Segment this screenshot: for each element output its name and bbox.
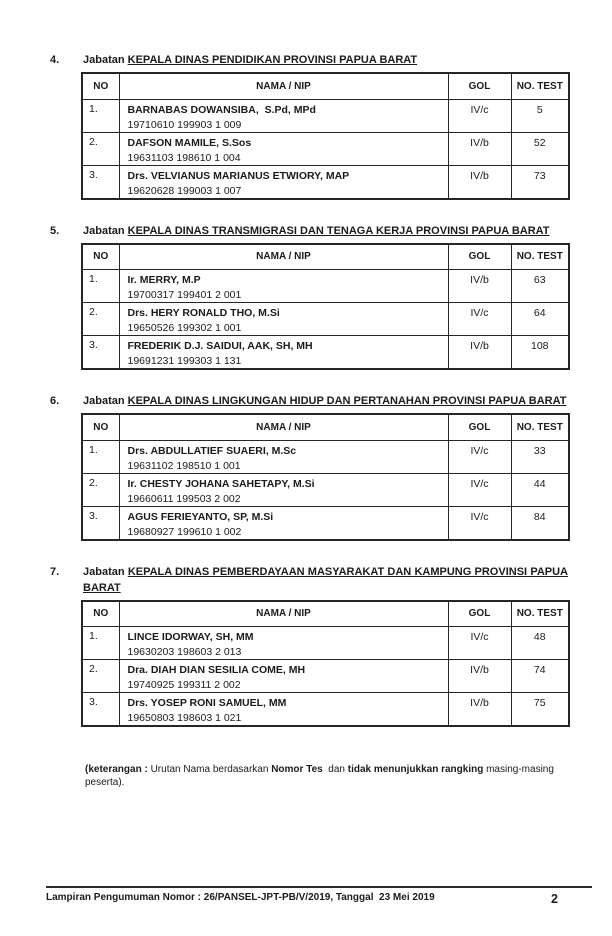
candidate-cell — [119, 473, 448, 506]
candidate-cell — [119, 693, 448, 727]
candidate-name: Ir. MERRY, M.P — [127, 274, 201, 286]
row-number: 3. — [82, 693, 119, 727]
table-row — [82, 506, 569, 540]
col-header-nama-nip: NAMA / NIP — [119, 73, 448, 99]
page-footer — [46, 886, 592, 906]
position-title: KEPALA DINAS TRANSMIGRASI DAN TENAGA KERJA PROVINSI PAPUA BARAT — [127, 224, 550, 237]
col-header-gol: GOL — [448, 414, 511, 440]
candidates-table — [81, 413, 570, 541]
candidate-nip: 19691231 199303 1 131 — [127, 355, 242, 367]
candidate-cell — [119, 132, 448, 165]
keterangan-note — [85, 763, 568, 789]
candidates-table — [81, 600, 570, 728]
table-row — [82, 627, 569, 660]
col-header-no: NO — [82, 244, 119, 270]
section-heading — [50, 393, 568, 409]
gol-value: IV/c — [448, 506, 511, 540]
gol-value: IV/c — [448, 440, 511, 473]
candidate-cell — [119, 270, 448, 303]
section-heading — [50, 223, 568, 239]
table-row — [82, 303, 569, 336]
gol-value: IV/b — [448, 336, 511, 370]
section-5 — [50, 223, 568, 371]
row-number: 1. — [82, 627, 119, 660]
footer-lampiran-text: Lampiran Pengumuman Nomor : 26/PANSEL-JPT-PB/V/2019, Tanggal 23 Mei 2019 — [46, 892, 435, 903]
candidate-nip: 19710610 199903 1 009 — [127, 118, 242, 131]
jabatan-label: Jabatan — [83, 54, 125, 66]
candidate-nip: 19680927 199610 1 002 — [127, 525, 242, 538]
section-title — [83, 393, 568, 409]
test-number: 108 — [511, 336, 569, 370]
gol-value: IV/c — [448, 473, 511, 506]
table-row — [82, 473, 569, 506]
row-number: 1. — [82, 99, 119, 132]
table-header-row — [82, 73, 569, 99]
section-heading — [50, 564, 568, 596]
col-header-no-test: NO. TEST — [511, 601, 569, 627]
gol-value: IV/c — [448, 303, 511, 336]
candidate-name: FREDERIK D.J. SAIDUI, AAK, SH, MH — [127, 340, 313, 352]
test-number: 75 — [511, 693, 569, 727]
col-header-no: NO — [82, 601, 119, 627]
candidate-nip: 19700317 199401 2 001 — [127, 289, 242, 301]
position-title: KEPALA DINAS PENDIDIKAN PROVINSI PAPUA BARAT — [127, 54, 418, 66]
test-number: 5 — [511, 99, 569, 132]
section-heading — [50, 52, 568, 68]
candidates-table — [81, 243, 570, 371]
candidate-name: DAFSON MAMILE, S.Sos — [127, 136, 252, 149]
note-segment-bold: Nomor Tes — [271, 764, 323, 775]
table-row — [82, 336, 569, 370]
col-header-no-test: NO. TEST — [511, 414, 569, 440]
note-segment: masing-masing peserta). — [85, 764, 557, 788]
col-header-nama-nip: NAMA / NIP — [119, 414, 448, 440]
candidate-nip: 19660611 199503 2 002 — [127, 492, 241, 505]
test-number: 33 — [511, 440, 569, 473]
col-header-nama-nip: NAMA / NIP — [119, 244, 448, 270]
row-number: 2. — [82, 303, 119, 336]
col-header-gol: GOL — [448, 601, 511, 627]
col-header-no-test: NO. TEST — [511, 73, 569, 99]
candidate-name: Drs. ABDULLATIEF SUAERI, M.Sc — [127, 444, 297, 457]
position-title: KEPALA DINAS PEMBERDAYAAN MASYARAKAT DAN KAMPUNG PROVINSI PAPUA — [127, 565, 569, 578]
row-number: 2. — [82, 473, 119, 506]
row-number: 1. — [82, 440, 119, 473]
candidate-name: Dra. DIAH DIAN SESILIA COME, MH — [127, 664, 306, 676]
test-number: 64 — [511, 303, 569, 336]
section-title — [83, 564, 568, 596]
candidate-name: Drs. VELVIANUS MARIANUS ETWIORY, MAP — [127, 169, 350, 182]
row-number: 3. — [82, 165, 119, 199]
section-number: 7. — [50, 565, 60, 578]
candidate-cell — [119, 303, 448, 336]
table-row — [82, 270, 569, 303]
position-title: KEPALA DINAS LINGKUNGAN HIDUP DAN PERTANAHAN PROVINSI PAPUA BARAT — [127, 395, 567, 407]
jabatan-label: Jabatan — [83, 395, 125, 407]
note-segment: dan — [322, 764, 348, 775]
table-row — [82, 99, 569, 132]
col-header-gol: GOL — [448, 244, 511, 270]
col-header-no: NO — [82, 73, 119, 99]
table-row — [82, 660, 569, 693]
candidate-cell — [119, 336, 448, 370]
candidate-nip: 19630203 198603 2 013 — [127, 646, 242, 658]
candidates-table — [81, 72, 570, 200]
table-header-row — [82, 244, 569, 270]
candidate-cell — [119, 627, 448, 660]
candidate-name: Ir. CHESTY JOHANA SAHETAPY, M.Si — [127, 477, 315, 490]
title-line-1 — [83, 564, 568, 580]
test-number: 63 — [511, 270, 569, 303]
section-7 — [50, 564, 568, 728]
table-header-row — [82, 414, 569, 440]
section-title — [83, 223, 568, 239]
section-4 — [50, 52, 568, 200]
jabatan-label: Jabatan — [83, 224, 125, 237]
test-number: 48 — [511, 627, 569, 660]
candidate-nip: 19740925 199311 2 002 — [127, 679, 241, 691]
candidate-nip: 19650526 199302 1 001 — [127, 322, 242, 334]
position-title-continued: BARAT — [83, 581, 121, 594]
table-row — [82, 693, 569, 727]
candidate-nip: 19631102 198510 1 001 — [127, 459, 241, 472]
gol-value: IV/c — [448, 99, 511, 132]
col-header-no-test: NO. TEST — [511, 244, 569, 270]
row-number: 3. — [82, 506, 119, 540]
col-header-nama-nip: NAMA / NIP — [119, 601, 448, 627]
row-number: 3. — [82, 336, 119, 370]
candidate-name: LINCE IDORWAY, SH, MM — [127, 631, 254, 643]
table-header-row — [82, 601, 569, 627]
candidate-name: AGUS FERIEYANTO, SP, M.Si — [127, 510, 274, 523]
table-row — [82, 132, 569, 165]
candidate-name: Drs. HERY RONALD THO, M.Si — [127, 307, 280, 319]
table-row — [82, 440, 569, 473]
section-6 — [50, 393, 568, 541]
row-number: 2. — [82, 660, 119, 693]
gol-value: IV/b — [448, 132, 511, 165]
col-header-no: NO — [82, 414, 119, 440]
candidate-cell — [119, 440, 448, 473]
candidate-cell — [119, 660, 448, 693]
candidate-cell — [119, 165, 448, 199]
candidate-nip: 19620628 199003 1 007 — [127, 184, 242, 197]
note-segment-bold: (keterangan : — [85, 764, 151, 775]
section-number: 4. — [50, 54, 60, 66]
table-row — [82, 165, 569, 199]
test-number: 84 — [511, 506, 569, 540]
section-number: 5. — [50, 224, 60, 237]
col-header-gol: GOL — [448, 73, 511, 99]
candidate-cell — [119, 506, 448, 540]
gol-value: IV/b — [448, 660, 511, 693]
test-number: 44 — [511, 473, 569, 506]
section-number: 6. — [50, 395, 60, 407]
title-line-2 — [83, 580, 568, 596]
candidate-cell — [119, 99, 448, 132]
candidate-name: Drs. YOSEP RONI SAMUEL, MM — [127, 697, 287, 709]
jabatan-label: Jabatan — [83, 565, 125, 578]
candidate-nip: 19631103 198610 1 004 — [127, 151, 241, 164]
gol-value: IV/c — [448, 627, 511, 660]
gol-value: IV/b — [448, 270, 511, 303]
test-number: 52 — [511, 132, 569, 165]
candidate-nip: 19650803 198603 1 021 — [127, 712, 242, 724]
test-number: 74 — [511, 660, 569, 693]
test-number: 73 — [511, 165, 569, 199]
note-segment: Urutan Nama berdasarkan — [150, 764, 272, 775]
section-title — [83, 52, 568, 68]
candidate-name: BARNABAS DOWANSIBA, S.Pd, MPd — [127, 103, 316, 116]
gol-value: IV/b — [448, 693, 511, 727]
note-segment-bold: tidak menunjukkan rangking — [347, 764, 484, 775]
page-number: 2 — [551, 892, 558, 906]
row-number: 2. — [82, 132, 119, 165]
row-number: 1. — [82, 270, 119, 303]
gol-value: IV/b — [448, 165, 511, 199]
